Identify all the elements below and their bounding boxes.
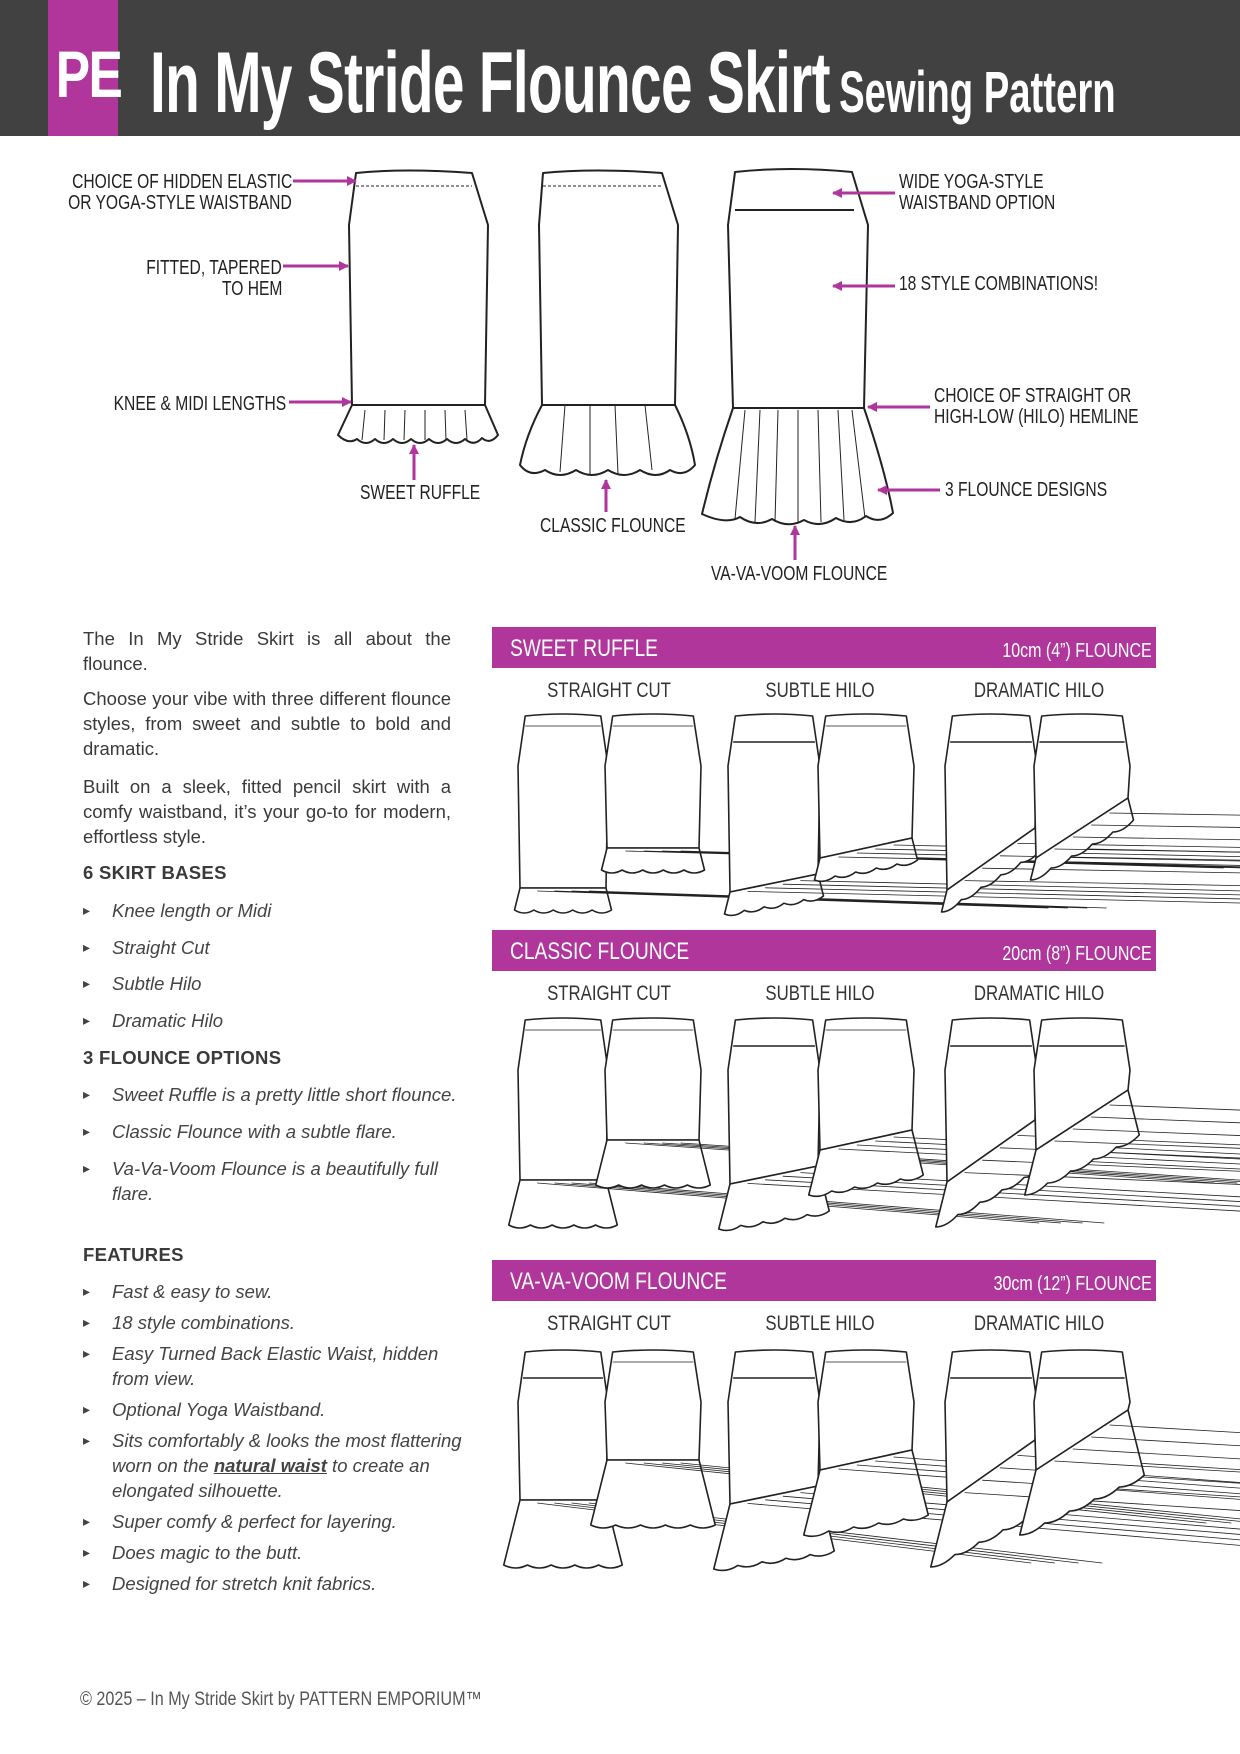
title-main: In My Stride Flounce Skirt [150, 35, 830, 131]
col-straight-cut: STRAIGHT CUT [547, 679, 671, 702]
col-straight-cut: STRAIGHT CUT [547, 982, 671, 1005]
list-item: ▸ Optional Yoga Waistband. [83, 1397, 463, 1422]
natural-waist-link[interactable]: natural waist [213, 1455, 327, 1476]
col-straight-cut: STRAIGHT CUT [547, 1312, 671, 1335]
intro-paragraph-1: The In My Stride Skirt is all about the flounce. [83, 628, 451, 674]
list-item: ▸ Super comfy & perfect for layering. [83, 1509, 463, 1534]
list-item: ▸ Classic Flounce with a subtle flare. [83, 1119, 463, 1144]
title-sub: Sewing Pattern [839, 60, 1116, 125]
section-length: 20cm (8”) FLOUNCE [1002, 943, 1152, 965]
list-item: ▸ Sweet Ruffle is a pretty little short flounce. [83, 1082, 463, 1107]
callout-hemline-2: HIGH-LOW (HILO) HEMLINE [934, 406, 1139, 428]
col-dramatic-hilo: DRAMATIC HILO [973, 1312, 1105, 1335]
intro-paragraph-3: Built on a sleek, fitted pencil skirt with a comfy waistband, it’s your go-to for modern, effortless style. [83, 776, 451, 847]
list-item: ▸ Fast & easy to sew. [83, 1279, 463, 1304]
section-name: SWEET RUFFLE [510, 635, 658, 662]
col-subtle-hilo: SUBTLE HILO [765, 1312, 875, 1335]
intro-paragraph-2: Choose your vibe with three different flounce styles, from sweet and subtle to bold and dramatic. [83, 688, 451, 759]
callout-wide-yoga-1: WIDE YOGA-STYLE [899, 171, 1044, 193]
sweet-subtle-front-body [818, 714, 914, 858]
sweet-subtle-back-body [728, 714, 820, 892]
callout-flounce-designs: 3 FLOUNCE DESIGNS [945, 479, 1108, 501]
callout-vavavoom: VA-VA-VOOM FLOUNCE [711, 563, 888, 585]
section-name: CLASSIC FLOUNCE [510, 938, 690, 965]
features-heading: FEATURES [83, 1244, 184, 1265]
section-length: 30cm (12”) FLOUNCE [993, 1273, 1152, 1295]
section-name: VA-VA-VOOM FLOUNCE [510, 1268, 727, 1295]
list-item: ▸ 18 style combinations. [83, 1310, 463, 1335]
flounce-options-heading: 3 FLOUNCE OPTIONS [83, 1047, 282, 1068]
natural-waist-post: to create an elongated silhouette. [112, 1455, 430, 1501]
list-item: ▸ Subtle Hilo [83, 971, 463, 996]
section-length: 10cm (4”) FLOUNCE [1002, 640, 1152, 662]
list-item: ▸ Knee length or Midi [83, 898, 463, 923]
natural-waist-pre: Sits comfortably & looks the most flattering worn on the [112, 1430, 462, 1476]
callout-classic-flounce: CLASSIC FLOUNCE [540, 515, 686, 537]
vavavoom-straight-back-body [518, 1350, 608, 1500]
skirt-bases-heading: 6 SKIRT BASES [83, 862, 227, 883]
vavavoom-straight-front-body [605, 1350, 701, 1460]
callout-waistband-1: CHOICE OF HIDDEN ELASTIC [71, 171, 292, 193]
col-dramatic-hilo: DRAMATIC HILO [973, 982, 1105, 1005]
col-dramatic-hilo: DRAMATIC HILO [973, 679, 1105, 702]
list-item: ▸ Dramatic Hilo [83, 1008, 463, 1033]
list-item: ▸ Straight Cut [83, 935, 463, 960]
list-item: ▸ Va-Va-Voom Flounce is a beautifully full flare. [83, 1156, 463, 1206]
list-item: ▸ Does magic to the butt. [83, 1540, 463, 1565]
classic-subtle-back-body [728, 1018, 820, 1184]
sweet-straight-back-body [518, 714, 608, 888]
callout-combos: 18 STYLE COMBINATIONS! [899, 273, 1099, 295]
col-subtle-hilo: SUBTLE HILO [765, 982, 875, 1005]
callout-fitted-2: TO HEM [221, 278, 282, 300]
logo-text: PE [55, 37, 122, 111]
callout-wide-yoga-2: WAISTBAND OPTION [899, 192, 1056, 214]
sweet-straight-front-folds [625, 851, 1240, 868]
vavavoom-subtle-back-body [728, 1350, 820, 1504]
sweet-straight-front-body [605, 714, 701, 848]
callout-fitted-1: FITTED, TAPERED [146, 257, 282, 279]
callout-lengths: KNEE & MIDI LENGTHS [113, 393, 286, 415]
classic-straight-back-body [518, 1018, 608, 1180]
footer-copyright: © 2025 – In My Stride Skirt by PATTERN EMPORIUM™ [80, 1689, 482, 1710]
callout-hemline-1: CHOICE OF STRAIGHT OR [934, 385, 1132, 407]
col-subtle-hilo: SUBTLE HILO [765, 679, 875, 702]
list-item: ▸ Designed for stretch knit fabrics. [83, 1571, 463, 1596]
callout-waistband-2: OR YOGA-STYLE WAISTBAND [68, 192, 292, 214]
list-item: ▸ Easy Turned Back Elastic Waist, hidden from view. [83, 1341, 463, 1391]
classic-straight-front-body [605, 1018, 701, 1140]
callout-sweet-ruffle: SWEET RUFFLE [360, 482, 481, 504]
classic-subtle-front-body [818, 1018, 914, 1150]
